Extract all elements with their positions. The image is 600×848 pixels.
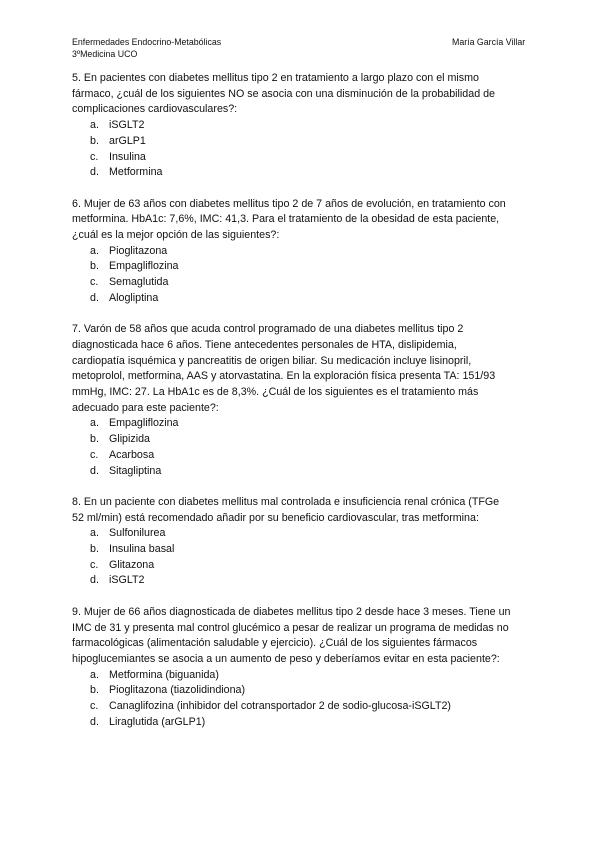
option-text: Metformina xyxy=(109,166,163,179)
option-letter: d. xyxy=(90,574,99,587)
option-text: Empagliflozina xyxy=(109,260,179,273)
option-text: Acarbosa xyxy=(109,448,155,461)
answer-option xyxy=(72,244,530,260)
option-text: Sitagliptina xyxy=(109,464,162,477)
option-text: Glitazona xyxy=(109,558,155,571)
option-text: iSGLT2 xyxy=(109,574,145,587)
question-text-line: 52 ml/min) está recomendado añadir por su beneficio cardiovascular, tras metformina: xyxy=(72,511,479,524)
answer-option xyxy=(72,150,530,166)
answer-options xyxy=(72,118,530,181)
answer-option xyxy=(72,134,530,150)
answer-option xyxy=(72,526,530,542)
header-course-year: 3ºMedicina UCO xyxy=(72,49,138,59)
option-text: Semaglutida xyxy=(109,276,169,289)
answer-options xyxy=(72,416,530,479)
question-text-line: farmacológicas (alimentación saludable y ejercicio). ¿Cuál de los siguientes fármacos xyxy=(72,637,478,650)
option-text: Liraglutida (arGLP1) xyxy=(109,715,206,728)
questions-list xyxy=(72,71,530,746)
answer-options xyxy=(72,244,530,307)
question-5 xyxy=(72,71,530,181)
option-letter: b. xyxy=(90,260,99,273)
header-subject: Enfermedades Endocrino-Metabólicas xyxy=(72,37,222,47)
option-letter: a. xyxy=(90,417,99,430)
option-text: Insulina basal xyxy=(109,543,175,556)
option-letter: d. xyxy=(90,166,99,179)
option-letter: a. xyxy=(90,244,99,257)
option-text: Pioglitazona xyxy=(109,244,168,257)
answer-option xyxy=(72,464,530,480)
answer-option xyxy=(72,432,530,448)
answer-option xyxy=(72,291,530,307)
option-letter: b. xyxy=(90,134,99,147)
option-letter: c. xyxy=(90,276,99,289)
answer-option xyxy=(72,715,530,731)
option-letter: c. xyxy=(90,448,99,461)
option-text: iSGLT2 xyxy=(109,119,145,132)
question-text-line: cardiopatía isquémica y pancreatitis de origen biliar. Su medicación incluye lisinopril, xyxy=(72,354,472,367)
answer-option xyxy=(72,573,530,589)
question-9 xyxy=(72,605,530,731)
question-text-line: 8. En un paciente con diabetes mellitus mal controlada e insuficiencia renal crónica (TFGe xyxy=(72,495,500,508)
option-letter: b. xyxy=(90,433,99,446)
option-letter: c. xyxy=(90,150,99,163)
question-text-line: 7. Varón de 58 años que acuda control programado de una diabetes mellitus tipo 2 xyxy=(72,323,464,336)
answer-option xyxy=(72,558,530,574)
option-text: Canaglifozina (inhibidor del cotransportador 2 de sodio-glucosa-iSGLT2) xyxy=(109,700,451,713)
option-letter: a. xyxy=(90,527,99,540)
option-letter: d. xyxy=(90,464,99,477)
question-text-line: ¿cuál es la mejor opción de las siguientes?: xyxy=(72,229,280,242)
option-text: Empagliflozina xyxy=(109,417,179,430)
option-letter: a. xyxy=(90,119,99,132)
header-author: María García Villar xyxy=(452,37,526,47)
question-7 xyxy=(72,322,530,479)
question-text-line: hipoglucemiantes se asocia a un aumento de peso y deberíamos evitar en esta paciente?: xyxy=(72,652,500,665)
option-letter: d. xyxy=(90,715,99,728)
answer-option xyxy=(72,275,530,291)
question-8 xyxy=(72,495,530,589)
answer-option xyxy=(72,668,530,684)
option-letter: b. xyxy=(90,684,99,697)
answer-option xyxy=(72,165,530,181)
option-text: Metformina (biguanida) xyxy=(109,668,219,681)
answer-option xyxy=(72,416,530,432)
answer-option xyxy=(72,448,530,464)
option-text: Pioglitazona (tiazolidindiona) xyxy=(109,684,246,697)
answer-option xyxy=(72,542,530,558)
option-letter: c. xyxy=(90,700,99,713)
answer-option xyxy=(72,259,530,275)
question-text-line: complicaciones cardiovasculares?: xyxy=(72,103,238,116)
question-text-line: diagnosticada hace 6 años. Tiene antecedentes personales de HTA, dislipidemia, xyxy=(72,338,457,351)
option-text: Insulina xyxy=(109,150,146,163)
question-text-line: 9. Mujer de 66 años diagnosticada de diabetes mellitus tipo 2 desde hace 3 meses. Tiene un xyxy=(72,605,511,618)
answer-option xyxy=(72,699,530,715)
answer-option xyxy=(72,118,530,134)
question-text-line: adecuado para este paciente?: xyxy=(72,401,219,414)
question-text-line: metoprolol, metformina, AAS y atorvastatina. En la exploración física presenta TA: 151/93 xyxy=(72,370,496,383)
header-course xyxy=(72,36,221,60)
question-text-line: fármaco, ¿cuál de los siguientes NO se asocia con una disminución de la probabilidad de xyxy=(72,87,495,100)
option-letter: d. xyxy=(90,291,99,304)
answer-option xyxy=(72,683,530,699)
answer-options xyxy=(72,526,530,589)
question-6 xyxy=(72,197,530,307)
option-text: Sulfonilurea xyxy=(109,527,166,540)
option-letter: b. xyxy=(90,543,99,556)
question-text-line: mmHg, IMC: 27. La HbA1c es de 8,3%. ¿Cuál de los siguientes es el tratamiento más xyxy=(72,386,479,399)
option-letter: c. xyxy=(90,558,99,571)
question-text-line: IMC de 31 y presenta mal control glucémico a pesar de realizar un programa de medidas no xyxy=(72,621,509,634)
question-text-line: 5. En pacientes con diabetes mellitus tipo 2 en tratamiento a largo plazo con el mismo xyxy=(72,72,479,84)
option-letter: a. xyxy=(90,668,99,681)
question-text-line: metformina. HbA1c: 7,6%, IMC: 41,3. Para el tratamiento de la obesidad de esta paciente, xyxy=(72,213,500,226)
option-text: Glipizida xyxy=(109,433,150,446)
option-text: arGLP1 xyxy=(109,134,146,147)
question-text-line: 6. Mujer de 63 años con diabetes mellitus tipo 2 de 7 años de evolución, en tratamiento con xyxy=(72,197,506,210)
option-text: Alogliptina xyxy=(109,291,159,304)
answer-options xyxy=(72,668,530,731)
